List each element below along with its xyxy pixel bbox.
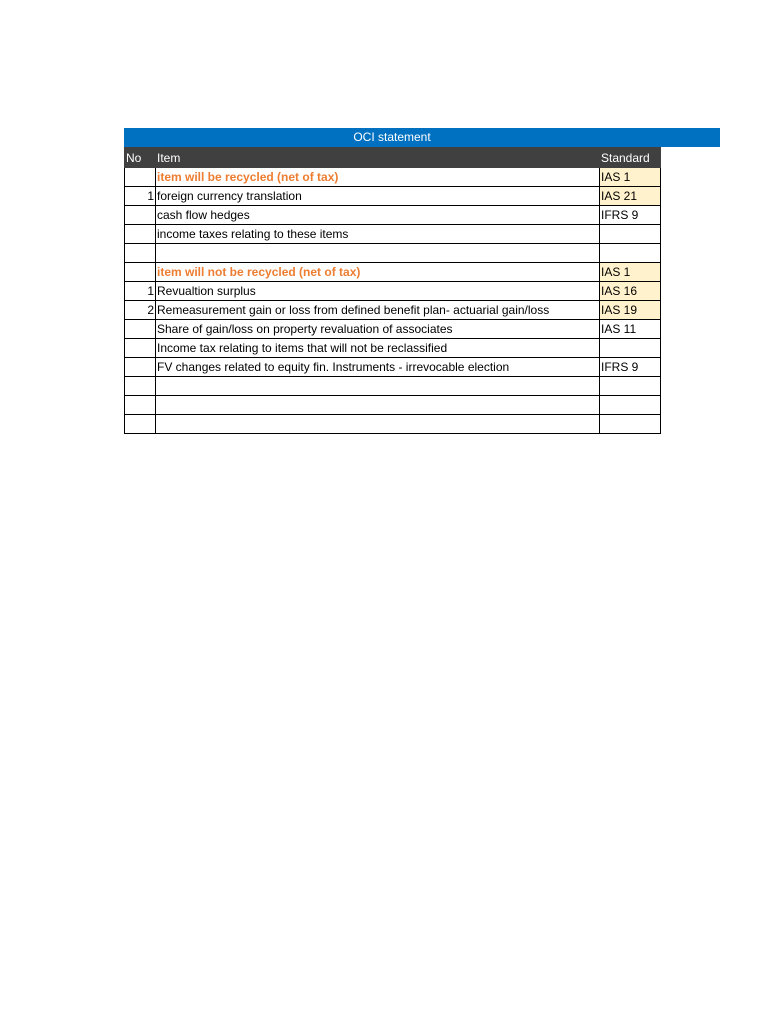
- table-row: [125, 225, 661, 244]
- table-body: [125, 168, 661, 434]
- item-cell[interactable]: Revualtion surplus: [156, 282, 600, 301]
- row-number-cell[interactable]: 1: [125, 187, 156, 206]
- table-row: [125, 282, 661, 301]
- table-row: [125, 244, 661, 263]
- table-row: [125, 396, 661, 415]
- item-cell[interactable]: foreign currency translation: [156, 187, 600, 206]
- item-cell[interactable]: [156, 415, 600, 434]
- oci-table: [124, 147, 661, 434]
- row-number-cell[interactable]: [125, 415, 156, 434]
- column-header-standard: Standard: [600, 148, 661, 168]
- standard-cell[interactable]: IAS 21: [600, 187, 661, 206]
- item-cell[interactable]: cash flow hedges: [156, 206, 600, 225]
- row-number-cell[interactable]: [125, 168, 156, 187]
- column-header-item: Item: [156, 148, 600, 168]
- item-cell[interactable]: Share of gain/loss on property revaluation of associates: [156, 320, 600, 339]
- row-number-cell[interactable]: 2: [125, 301, 156, 320]
- standard-cell[interactable]: [600, 339, 661, 358]
- standard-cell[interactable]: [600, 244, 661, 263]
- table-row: [125, 168, 661, 187]
- table-row: [125, 301, 661, 320]
- section-heading-cell[interactable]: item will not be recycled (net of tax): [156, 263, 600, 282]
- row-number-cell[interactable]: [125, 396, 156, 415]
- row-number-cell[interactable]: [125, 339, 156, 358]
- item-cell[interactable]: [156, 244, 600, 263]
- item-cell[interactable]: [156, 377, 600, 396]
- row-number-cell[interactable]: [125, 225, 156, 244]
- row-number-cell[interactable]: [125, 320, 156, 339]
- item-cell[interactable]: Income tax relating to items that will not be reclassified: [156, 339, 600, 358]
- standard-cell[interactable]: IAS 1: [600, 263, 661, 282]
- row-number-cell[interactable]: [125, 244, 156, 263]
- standard-cell[interactable]: IAS 19: [600, 301, 661, 320]
- row-number-cell[interactable]: [125, 358, 156, 377]
- oci-sheet: [124, 128, 720, 434]
- row-number-cell[interactable]: [125, 263, 156, 282]
- standard-cell[interactable]: IFRS 9: [600, 358, 661, 377]
- table-row: [125, 358, 661, 377]
- standard-cell[interactable]: IFRS 9: [600, 206, 661, 225]
- item-cell[interactable]: Remeasurement gain or loss from defined benefit plan- actuarial gain/loss: [156, 301, 600, 320]
- row-number-cell[interactable]: [125, 377, 156, 396]
- table-row: [125, 320, 661, 339]
- row-number-cell[interactable]: 1: [125, 282, 156, 301]
- standard-cell[interactable]: [600, 396, 661, 415]
- table-row: [125, 263, 661, 282]
- item-cell[interactable]: [156, 396, 600, 415]
- header-row: [125, 148, 661, 168]
- standard-cell[interactable]: [600, 377, 661, 396]
- table-row: [125, 415, 661, 434]
- standard-cell[interactable]: IAS 1: [600, 168, 661, 187]
- table-row: [125, 187, 661, 206]
- table-row: [125, 339, 661, 358]
- table-row: [125, 206, 661, 225]
- section-heading-cell[interactable]: item will be recycled (net of tax): [156, 168, 600, 187]
- standard-cell[interactable]: [600, 225, 661, 244]
- row-number-cell[interactable]: [125, 206, 156, 225]
- sheet-title: OCI statement: [124, 128, 720, 147]
- standard-cell[interactable]: IAS 11: [600, 320, 661, 339]
- table-row: [125, 377, 661, 396]
- standard-cell[interactable]: IAS 16: [600, 282, 661, 301]
- item-cell[interactable]: income taxes relating to these items: [156, 225, 600, 244]
- standard-cell[interactable]: [600, 415, 661, 434]
- item-cell[interactable]: FV changes related to equity fin. Instruments - irrevocable election: [156, 358, 600, 377]
- column-header-no: No: [125, 148, 156, 168]
